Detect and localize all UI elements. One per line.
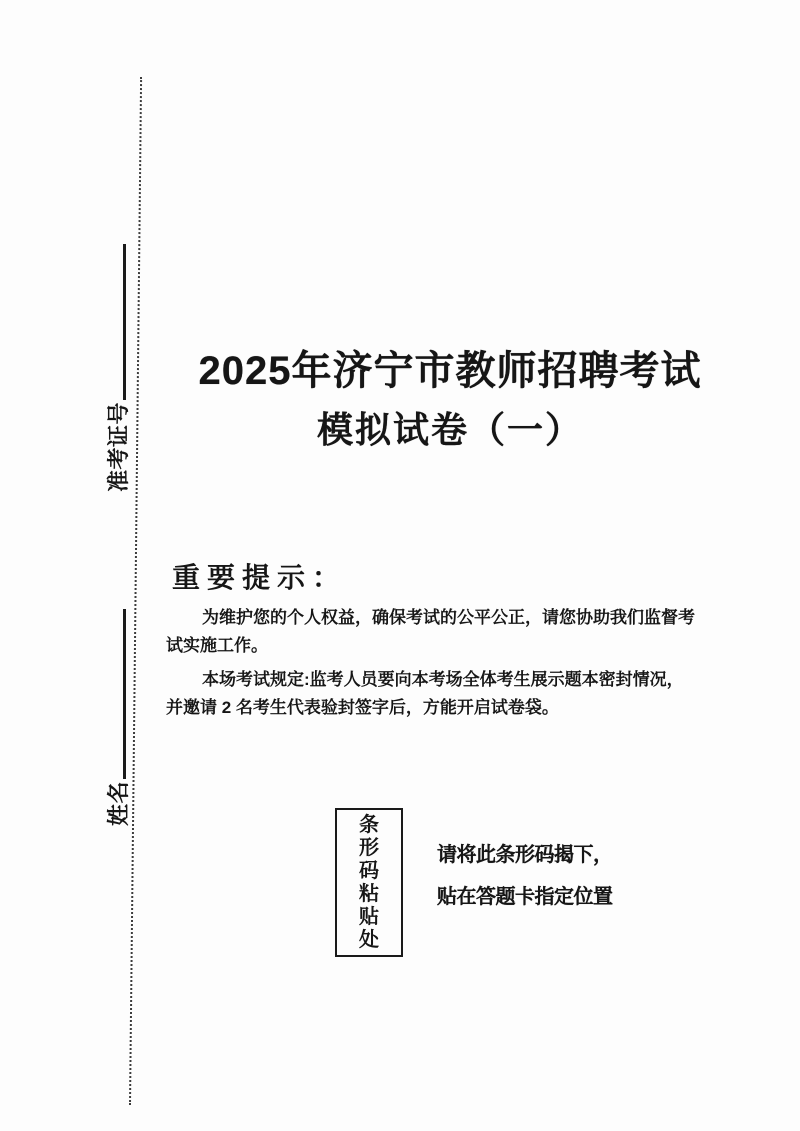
barcode-box-char: 处 [359,928,379,951]
name-label [102,609,136,826]
notice-paragraph [166,666,711,722]
barcode-instruction-line1: 请将此条形码揭下， [437,844,613,866]
important-notice-heading: 重要提示： [172,562,348,593]
notice-paragraph-line: 并邀请 2 名考生代表验封签字后，方能开启试卷袋。 [166,698,559,717]
name-blank-line [120,609,126,779]
exam-title-line1: 2025年济宁市教师招聘考试 [198,349,702,393]
barcode-box-char: 码 [359,859,379,882]
notice-paragraph-line: 试实施工作。 [166,636,268,655]
barcode-box-char: 条 [359,813,379,836]
admission-number-label-text: 准考证号 [106,401,131,492]
exam-title [140,350,760,449]
binding-seam-dotted-line [129,77,142,1105]
notice-paragraph-line: 为维护您的个人权益，确保考试的公平公正，请您协助我们监督考 [202,608,695,627]
barcode-box-char: 贴 [359,905,379,928]
barcode-paste-box [335,808,403,957]
barcode-box-char: 粘 [359,882,379,905]
name-label-text: 姓名 [106,780,131,826]
important-notice-body [166,604,711,728]
notice-paragraph-line: 本场考试规定:监考人员要向本考场全体考生展示题本密封情况， [202,670,684,689]
notice-paragraph [166,604,711,660]
barcode-instruction-line2: 贴在答题卡指定位置 [437,886,613,908]
barcode-box-char: 形 [359,836,379,859]
admission-number-label [102,244,136,492]
exam-title-line2: 模拟试卷（一） [316,409,583,450]
admission-number-blank-line [120,244,126,400]
